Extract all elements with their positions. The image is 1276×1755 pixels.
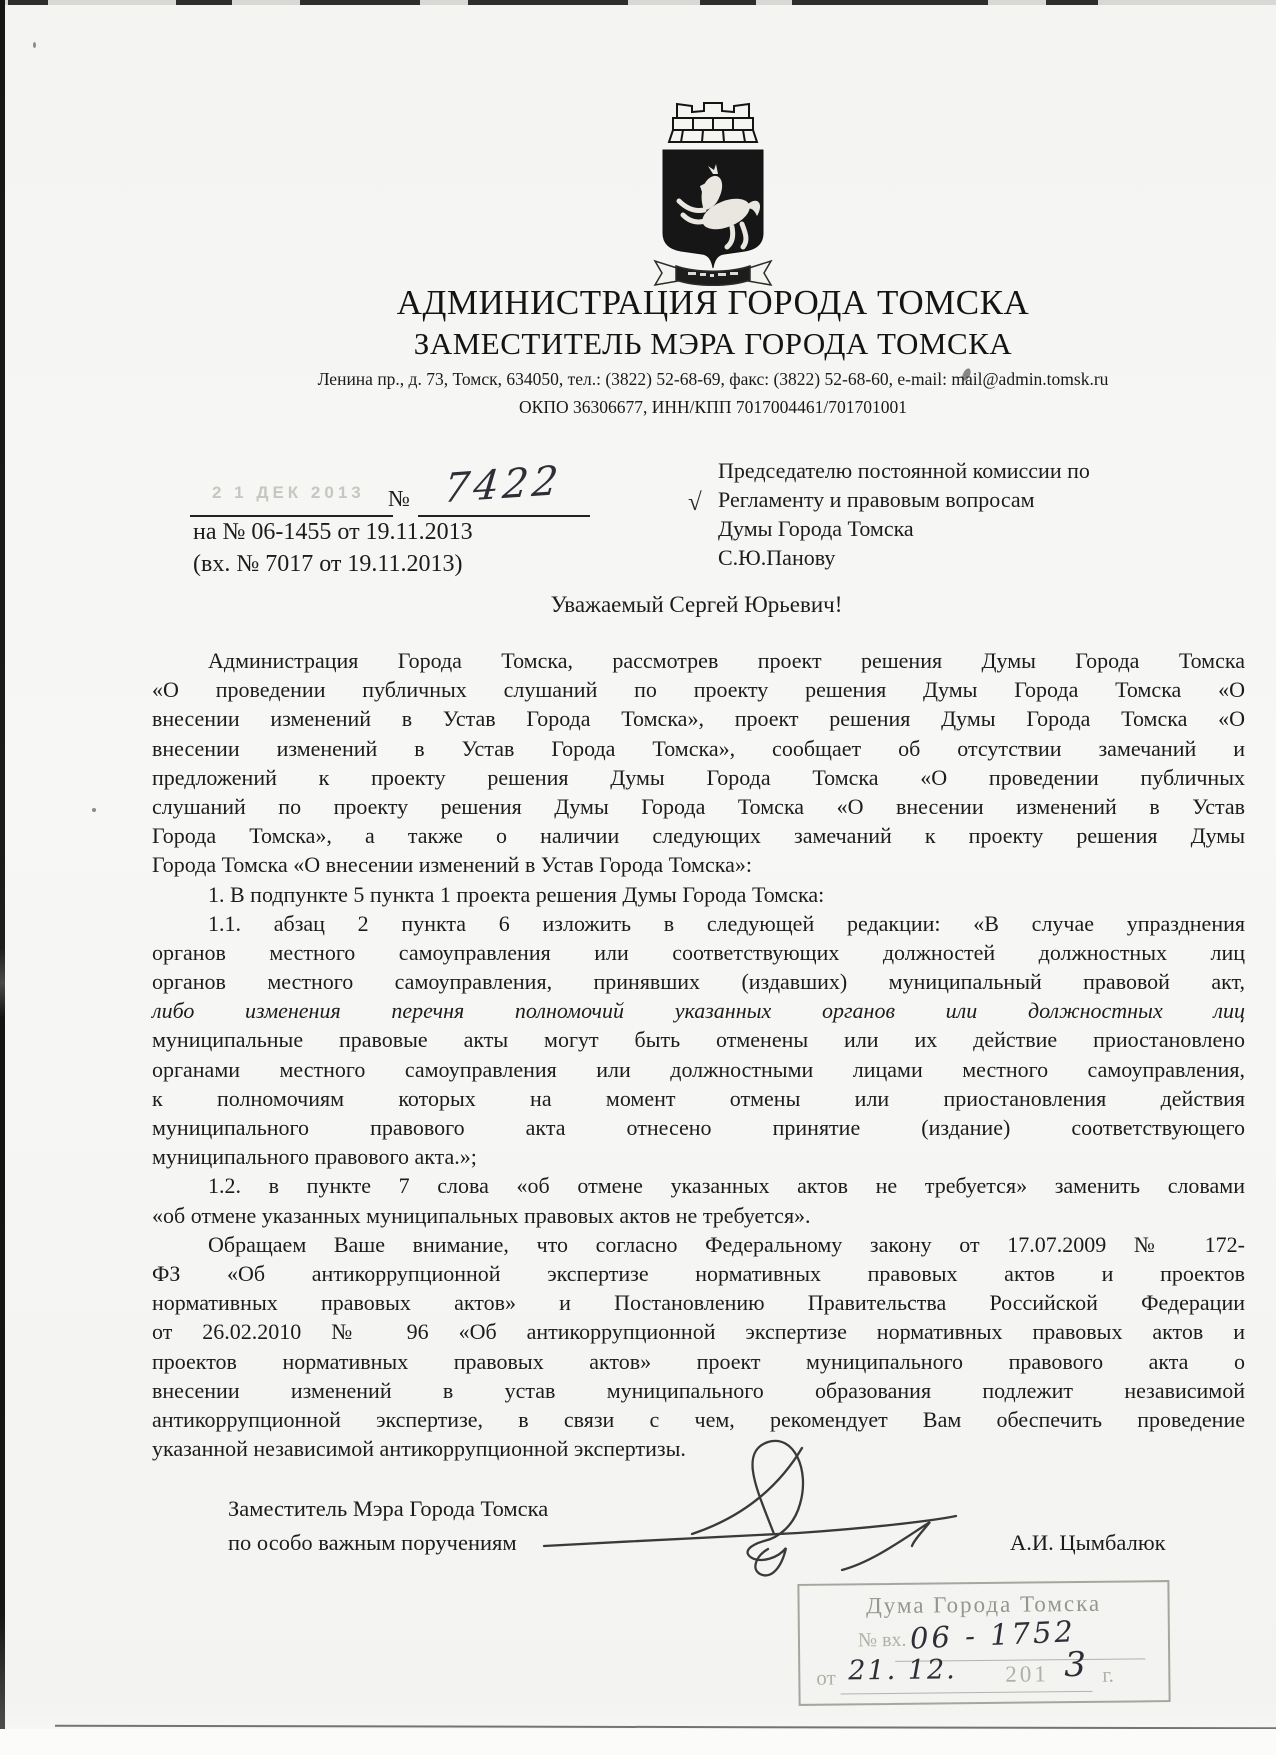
body-line: Города Томска», а также о наличии следующих замечаний к проекту решения Думы <box>152 823 1245 849</box>
scan-mark-top <box>8 0 48 5</box>
scan-mark-top <box>1046 0 1098 5</box>
scan-mark-top <box>176 0 232 5</box>
body-line: 1.1. абзац 2 пункта 6 изложить в следующей редакции: «В случае упразднения <box>208 910 1245 936</box>
stamp-date-prefix: от <box>816 1665 836 1690</box>
stamp-number-handwritten: 06 - 1752 <box>909 1614 1077 1656</box>
body-line: органов местного самоуправления или соответствующих должностей должностных лиц <box>152 939 1245 965</box>
scan-mark-top <box>792 0 988 5</box>
page-area-below-fold <box>0 1729 1276 1755</box>
recipient-block <box>718 456 1090 572</box>
stamp-org-name: Дума Города Томска <box>865 1590 1102 1619</box>
body-line: предложений к проекту решения Думы Города Томска «О проведении публичных <box>152 764 1245 790</box>
recipient-checkmark: √ <box>688 489 702 516</box>
scan-mark-top <box>700 0 756 5</box>
scan-speck <box>33 42 36 48</box>
incoming-reference-line: (вх. № 7017 от 19.11.2013) <box>193 551 463 577</box>
body-line: внесении изменений в устав муниципального образования подлежит независимой <box>152 1377 1245 1403</box>
scan-edge-left <box>0 0 5 1755</box>
number-underline <box>418 515 590 517</box>
outgoing-number-label: № <box>388 486 410 511</box>
body-line: «О проведении публичных слушаний по проекту решения Думы Города Томска «О <box>152 677 1245 703</box>
body-line: от 26.02.2010 № 96 «Об антикоррупционной экспертизе нормативных правовых актов и <box>152 1319 1245 1345</box>
signature-stroke <box>540 1428 970 1588</box>
recipient-line: С.Ю.Панову <box>718 545 836 570</box>
signature-position-line2: по особо важным поручениям <box>228 1530 517 1555</box>
body-line: муниципального правового акта отнесено принятие (издание) соответствующего <box>152 1115 1245 1140</box>
signatory-name: А.И. Цымбалюк <box>1010 1530 1166 1555</box>
body-line: указанной независимой антикоррупционной экспертизы. <box>152 1436 686 1462</box>
stamp-underline <box>841 1691 1093 1695</box>
faint-date-stamp: 2 1 ДЕК 2013 <box>212 483 365 502</box>
scan-speck <box>92 808 96 812</box>
signature-position-line1: Заместитель Мэра Города Томска <box>228 1496 549 1521</box>
dept-name: ЗАМЕСТИТЕЛЬ МЭРА ГОРОДА ТОМСКА <box>413 326 1013 361</box>
body-line: антикоррупционной экспертизе, в связи с чем, рекомендует Вам обеспечить проведение <box>152 1406 1245 1432</box>
body-line: Администрация Города Томска, рассмотрев проект решения Думы Города Томска <box>208 648 1245 673</box>
body-line: органами местного самоуправления или должностными лицами местного самоуправления, <box>152 1056 1245 1082</box>
body-line: слушаний по проекту решения Думы Города Томска «О внесении изменений в Устав <box>152 793 1245 819</box>
stamp-date-suffix: г. <box>1102 1662 1114 1687</box>
codes-line: ОКПО 36306677, ИНН/КПП 7017004461/701701001 <box>519 397 907 417</box>
body-line: муниципальные правовые акты могут быть отменены или их действие приостановлено <box>152 1027 1245 1053</box>
body-line: либо изменения перечня полномочий указанных органов или должностных лиц <box>152 998 1245 1024</box>
body-line: проектов нормативных правовых актов» проект муниципального правового акта о <box>152 1348 1245 1374</box>
body-line: органов местного самоуправления, принявших (издавших) муниципальный правовой акт, <box>152 969 1245 995</box>
body-line: ФЗ «Об антикоррупционной экспертизе нормативных правовых актов и проектов <box>152 1260 1245 1286</box>
body-line: внесении изменений в Устав Города Томска», сообщает об отсутствии замечаний и <box>152 735 1245 761</box>
org-name: АДМИНИСТРАЦИЯ ГОРОДА ТОМСКА <box>396 283 1030 322</box>
stamp-number-label: № вх. <box>857 1628 907 1652</box>
scan-mark-top <box>300 0 420 5</box>
recipient-line: Думы Города Томска <box>718 516 914 541</box>
stamp-date-day-month-handwritten: 21. 12. <box>848 1654 957 1687</box>
body-line: нормативных правовых актов» и Постановлению Правительства Российской Федерации <box>152 1290 1245 1316</box>
outgoing-number-handwritten: 7422 <box>441 457 565 513</box>
body-line: Города Томска «О внесении изменений в Устав Города Томска»: <box>152 852 752 878</box>
stamp-date-year-digit-handwritten: 3 <box>1064 1644 1087 1686</box>
body-line: внесении изменений в Устав Города Томска», проект решения Думы Города Томска «О <box>152 706 1245 732</box>
recipient-line: Регламенту и правовым вопросам <box>718 487 1035 512</box>
body-line: 1. В подпункте 5 пункта 1 проекта решения Думы Города Томска: <box>208 881 825 907</box>
body-line: к полномочиям которых на момент отмены или приостановления действия <box>152 1085 1245 1111</box>
address-line: Ленина пр., д. 73, Томск, 634050, тел.: (3822) 52-68-69, факс: (3822) 52-68-60, e-mail: mail@admin.tomsk.ru <box>317 369 1109 389</box>
scan-mark-top <box>468 0 628 5</box>
number-underline <box>190 515 393 517</box>
tomsk-coat-of-arms-icon <box>650 98 776 288</box>
body-line: 1.2. в пункте 7 слова «об отмене указанных актов не требуется» заменить словами <box>208 1173 1245 1199</box>
stamp-date-year-printed: 201 <box>1005 1661 1049 1687</box>
body-text <box>152 646 1245 1463</box>
body-line: муниципального правового акта.»; <box>152 1144 477 1170</box>
incoming-stamp <box>797 1580 1170 1706</box>
reply-reference-line: на № 06-1455 от 19.11.2013 <box>193 519 473 545</box>
recipient-line: Председателю постоянной комиссии по <box>718 458 1090 483</box>
body-line: Обращаем Ваше внимание, что согласно Федеральному закону от 17.07.2009 № 172- <box>208 1231 1245 1257</box>
body-line: «об отмене указанных муниципальных правовых актов не требуется». <box>152 1202 811 1228</box>
salutation: Уважаемый Сергей Юрьевич! <box>550 592 843 617</box>
